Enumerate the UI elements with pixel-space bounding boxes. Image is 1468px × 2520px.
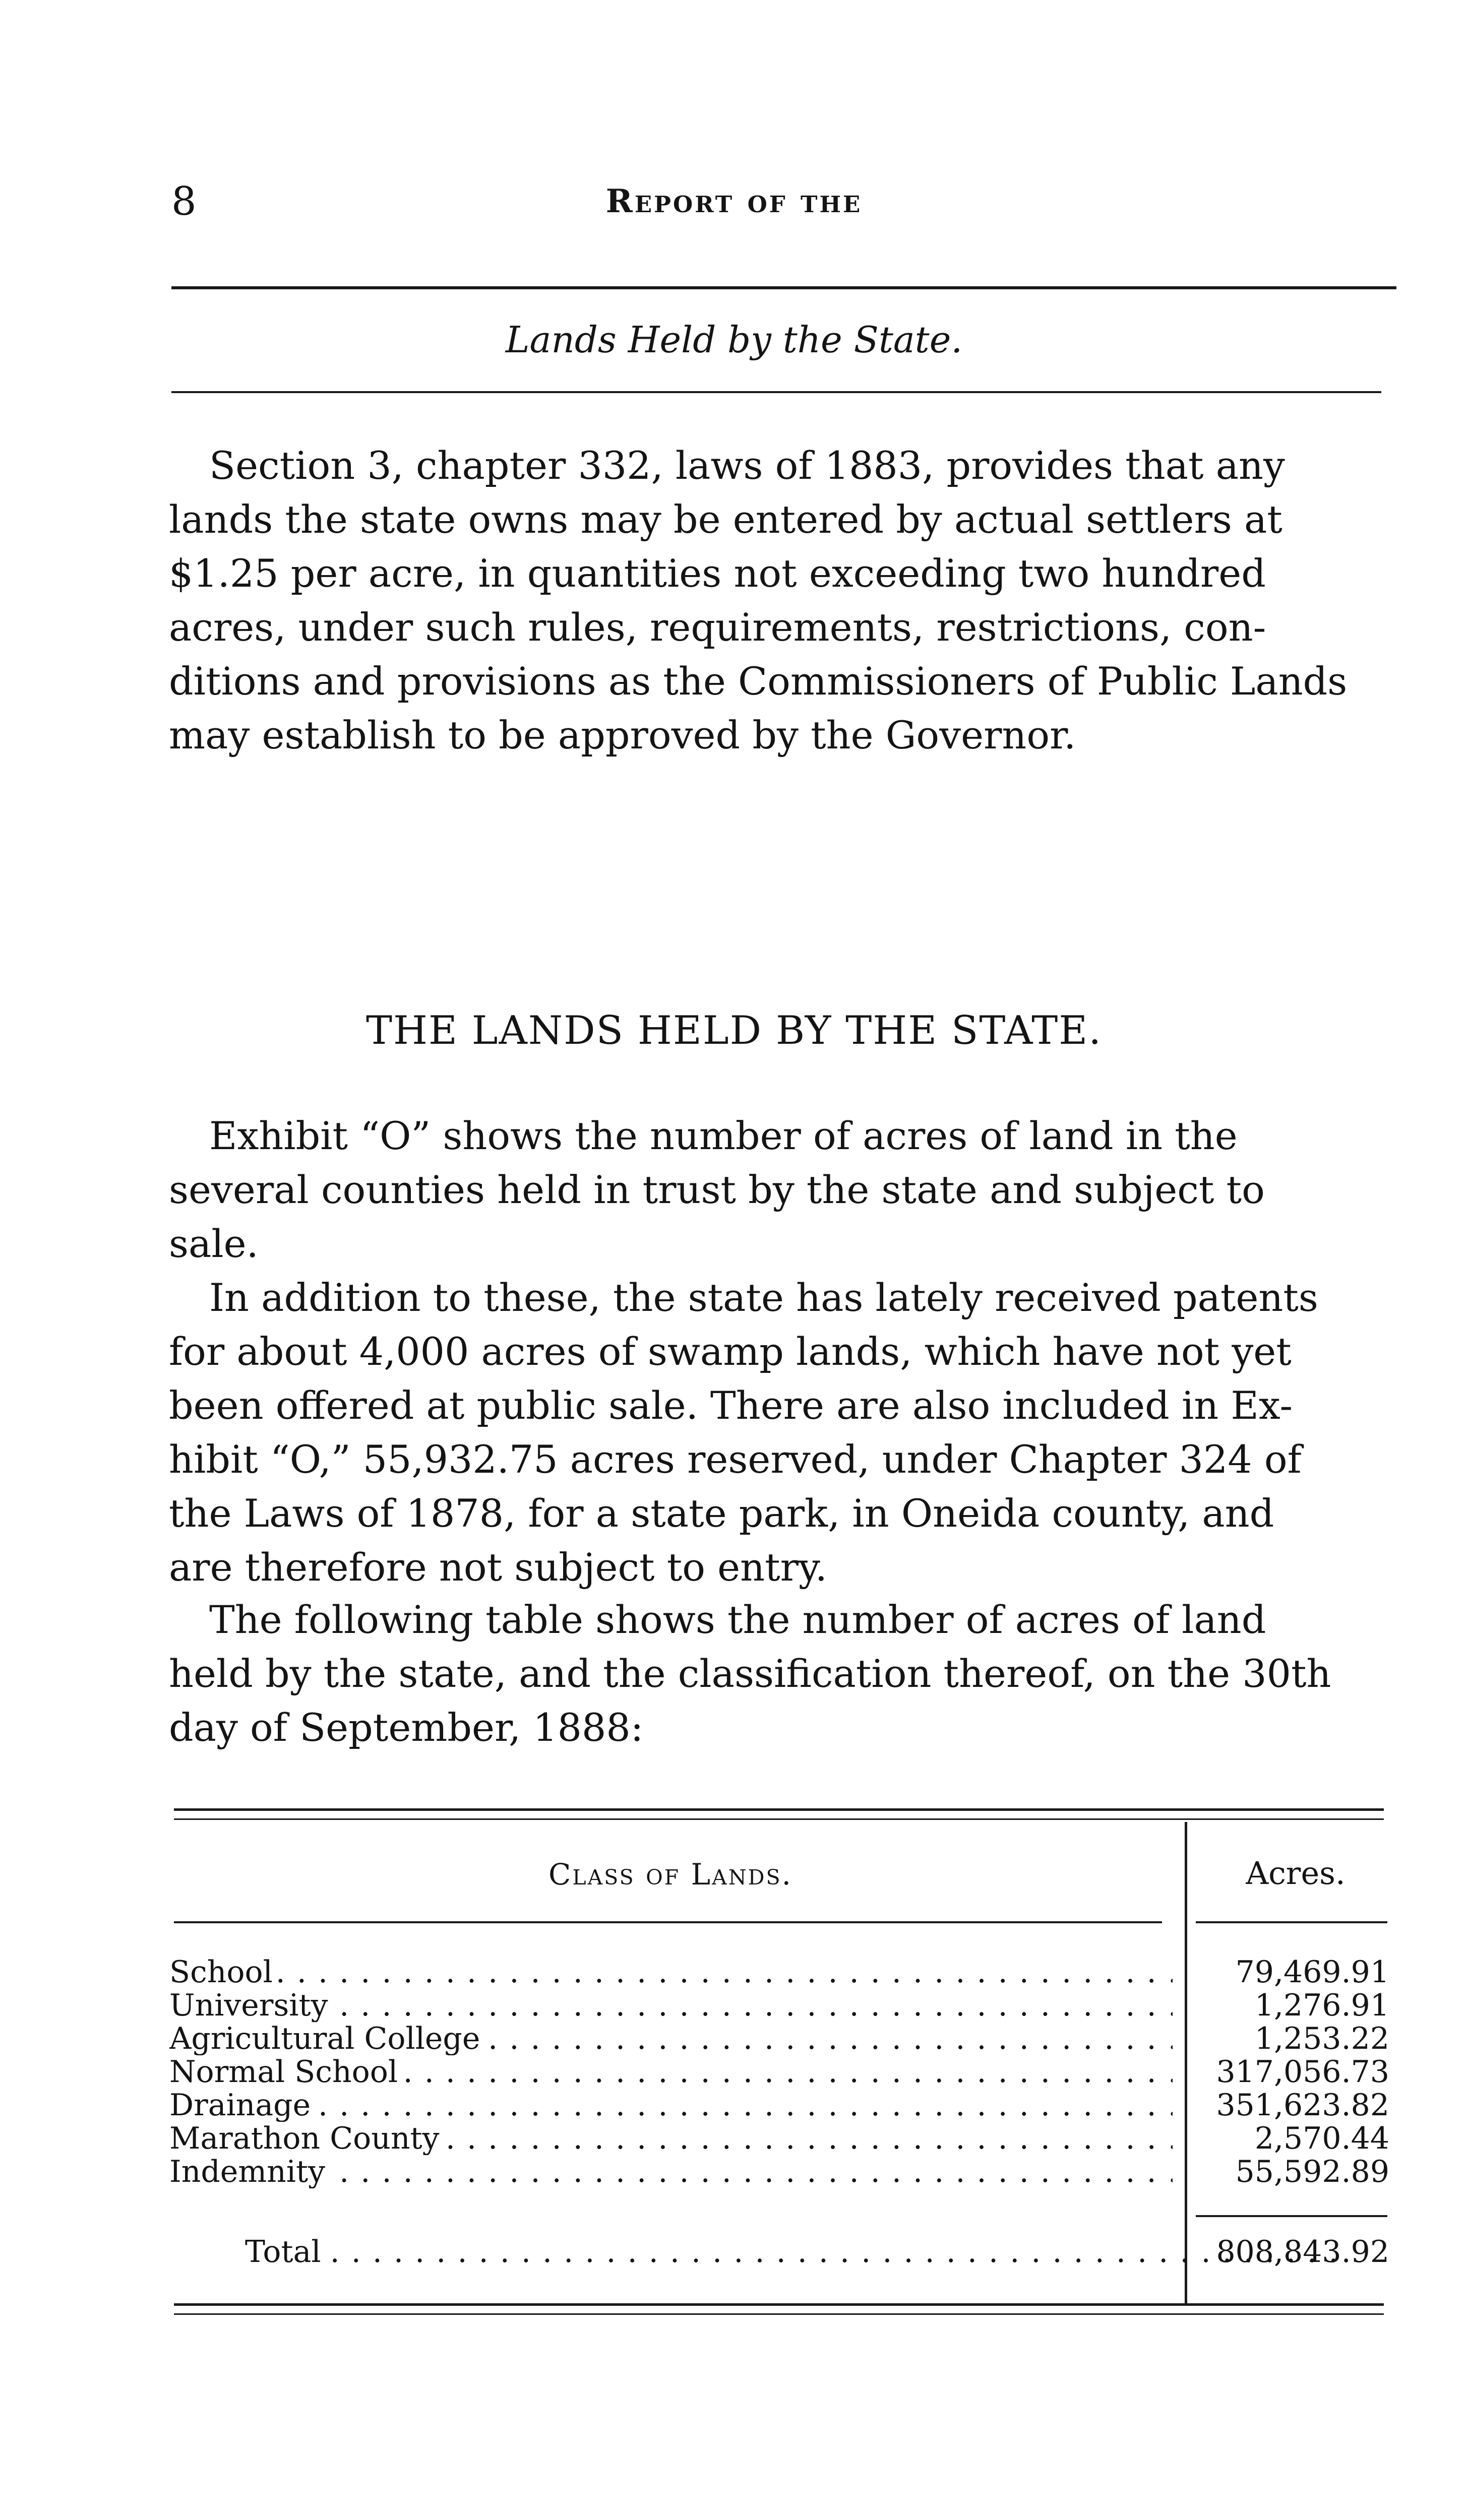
row-value: 79,469.91 (1235, 1955, 1389, 1990)
running-title: Report of the (605, 182, 863, 220)
row-value: 317,056.73 (1216, 2054, 1389, 2090)
header-underline-acres (1196, 1921, 1387, 1923)
row-label: School . . . (169, 1956, 1173, 1989)
row-value: 1,276.91 (1254, 1988, 1389, 2023)
text-line: $1.25 per acre, in quantities not exceeding two hundred (169, 551, 1266, 596)
table-row (169, 2122, 1389, 2155)
column-header-acres: Acres. (1246, 1855, 1345, 1892)
table-top-rule (174, 1808, 1384, 1811)
row-label: Normal School . . . (169, 2055, 1173, 2089)
text-line: sale. (169, 1221, 259, 1266)
header-underline-class (174, 1921, 1162, 1923)
intro-paragraph (169, 438, 1384, 762)
text-line: day of September, 1888: (169, 1705, 644, 1750)
table-bottom-rule-inner (174, 2313, 1384, 2315)
table-top-rule-inner (174, 1818, 1384, 1820)
text-line: acres, under such rules, requirements, restrictions, con- (169, 605, 1266, 650)
table-row (169, 2155, 1389, 2188)
text-line: ditions and provisions as the Commissioners of Public Lands (169, 659, 1348, 704)
swamp-lands-paragraph (169, 1271, 1384, 1594)
row-label: Indemnity . . . (169, 2155, 1173, 2188)
row-label: University . . . (169, 1989, 1173, 2022)
page-number: 8 (171, 179, 197, 224)
text-line: are therefore not subject to entry. (169, 1545, 827, 1590)
total-label: Total . . . (245, 2235, 1339, 2269)
text-line: for about 4,000 acres of swamp lands, which have not yet (169, 1329, 1292, 1374)
row-label: Marathon County . . . (169, 2122, 1173, 2155)
text-line: In addition to these, the state has lately received patents (209, 1275, 1318, 1320)
row-value: 351,623.82 (1216, 2088, 1389, 2123)
total-row (169, 2235, 1389, 2269)
text-line: lands the state owns may be entered by actual settlers at (169, 497, 1282, 542)
text-line: may establish to be approved by the Governor. (169, 713, 1076, 758)
table-row (169, 1956, 1389, 1989)
table-row (169, 2055, 1389, 2089)
column-header-class: Class of Lands. (548, 1857, 792, 1892)
table-row (169, 2089, 1389, 2122)
text-line: been offered at public sale. There are also included in Ex- (169, 1383, 1293, 1428)
table-row (169, 1989, 1389, 2022)
exhibit-paragraph (169, 1109, 1384, 1271)
row-value: 2,570.44 (1254, 2121, 1389, 2156)
row-label: Agricultural College . . . (169, 2022, 1173, 2055)
table-intro-paragraph (169, 1593, 1384, 1754)
total-value: 808,843.92 (1216, 2234, 1389, 2270)
text-line: Section 3, chapter 332, laws of 1883, provides that any (209, 443, 1285, 488)
row-value: 55,592.89 (1235, 2154, 1389, 2189)
text-line: Exhibit “O” shows the number of acres of land in the (209, 1113, 1238, 1158)
total-row-inner (169, 2235, 1389, 2269)
row-value: 1,253.22 (1254, 2021, 1389, 2056)
text-line: the Laws of 1878, for a state park, in Oneida county, and (169, 1491, 1274, 1536)
table-row (169, 2022, 1389, 2055)
table-body (169, 1956, 1389, 2188)
lands-heading: THE LANDS HELD BY THE STATE. (365, 1008, 1103, 1053)
text-line: several counties held in trust by the state and subject to (169, 1167, 1265, 1212)
text-line: hibit “O,” 55,932.75 acres reserved, under Chapter 324 of (169, 1437, 1302, 1482)
section-title: Lands Held by the State. (505, 319, 963, 361)
header-rule (171, 286, 1396, 289)
section-title-rule (171, 391, 1381, 393)
total-rule (1196, 2215, 1387, 2217)
text-line: The following table shows the number of acres of land (209, 1597, 1266, 1642)
table-bottom-rule (174, 2303, 1384, 2306)
row-label: Drainage . . . (169, 2089, 1173, 2122)
text-line: held by the state, and the classification thereof, on the 30th (169, 1651, 1331, 1696)
